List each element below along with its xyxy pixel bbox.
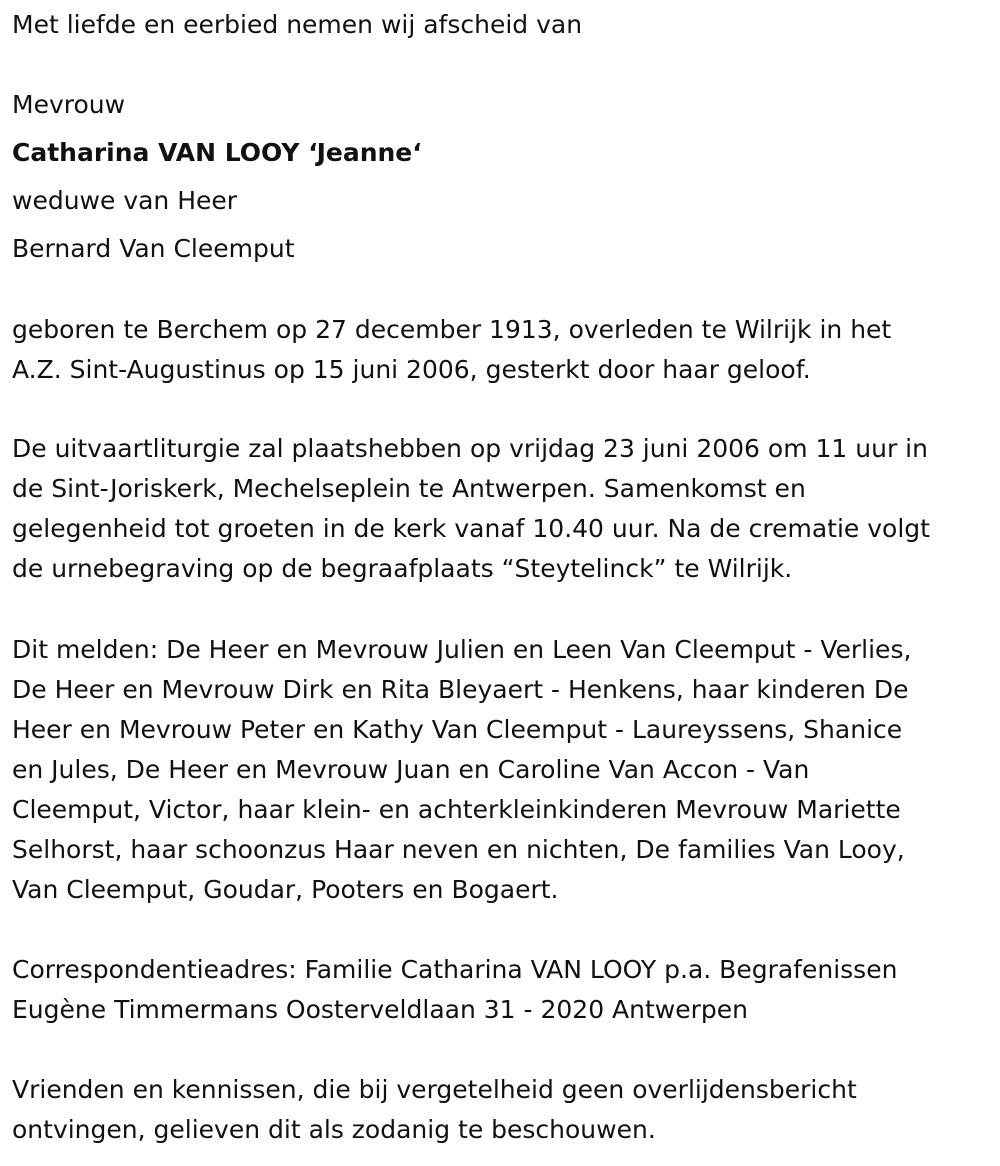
paragraph-line: Eugène Timmermans Oosterveldlaan 31 - 2020 Antwerpen: [12, 995, 748, 1024]
paragraph-line: Van Cleemput, Goudar, Pooters en Bogaert.: [12, 875, 559, 904]
paragraph-line: Heer en Mevrouw Peter en Kathy Van Cleemput - Laureyssens, Shanice: [12, 715, 903, 744]
paragraph-line: geboren te Berchem op 27 december 1913, overleden te Wilrijk in het: [12, 315, 892, 344]
paragraph-line: gelegenheid tot groeten in de kerk vanaf 10.40 uur. Na de crematie volgt: [12, 514, 930, 543]
title-prefix: Mevrouw: [12, 90, 126, 119]
paragraph-line: Cleemput, Victor, haar klein- en achterkleinkinderen Mevrouw Mariette: [12, 795, 901, 824]
paragraph-line: de urnebegraving op de begraafplaats “Steytelinck” te Wilrijk.: [12, 554, 793, 583]
deceased-name: Catharina VAN LOOY ‘Jeanne‘: [12, 138, 422, 167]
spouse-name: Bernard Van Cleemput: [12, 234, 295, 263]
announcers-paragraph: [12, 630, 992, 910]
correspondence-paragraph: [12, 950, 992, 1030]
widow-line: weduwe van Heer: [12, 186, 238, 215]
paragraph-line: Selhorst, haar schoonzus Haar neven en nichten, De families Van Looy,: [12, 835, 905, 864]
paragraph-line: Dit melden: De Heer en Mevrouw Julien en Leen Van Cleemput - Verlies,: [12, 635, 912, 664]
paragraph-line: A.Z. Sint-Augustinus op 15 juni 2006, gesterkt door haar geloof.: [12, 355, 811, 384]
paragraph-line: Correspondentieadres: Familie Catharina VAN LOOY p.a. Begrafenissen: [12, 955, 898, 984]
paragraph-line: De uitvaartliturgie zal plaatshebben op vrijdag 23 juni 2006 om 11 uur in: [12, 434, 928, 463]
intro-text: Met liefde en eerbied nemen wij afscheid van: [12, 10, 583, 39]
paragraph-line: de Sint-Joriskerk, Mechelseplein te Antwerpen. Samenkomst en: [12, 474, 806, 503]
birth-death-paragraph: [12, 310, 992, 390]
paragraph-line: ontvingen, gelieven dit als zodanig te beschouwen.: [12, 1115, 656, 1144]
paragraph-line: Vrienden en kennissen, die bij vergetelheid geen overlijdensbericht: [12, 1075, 857, 1104]
funeral-paragraph: [12, 429, 992, 589]
paragraph-line: De Heer en Mevrouw Dirk en Rita Bleyaert - Henkens, haar kinderen De: [12, 675, 909, 704]
closing-paragraph: [12, 1070, 992, 1150]
paragraph-line: en Jules, De Heer en Mevrouw Juan en Caroline Van Accon - Van: [12, 755, 810, 784]
